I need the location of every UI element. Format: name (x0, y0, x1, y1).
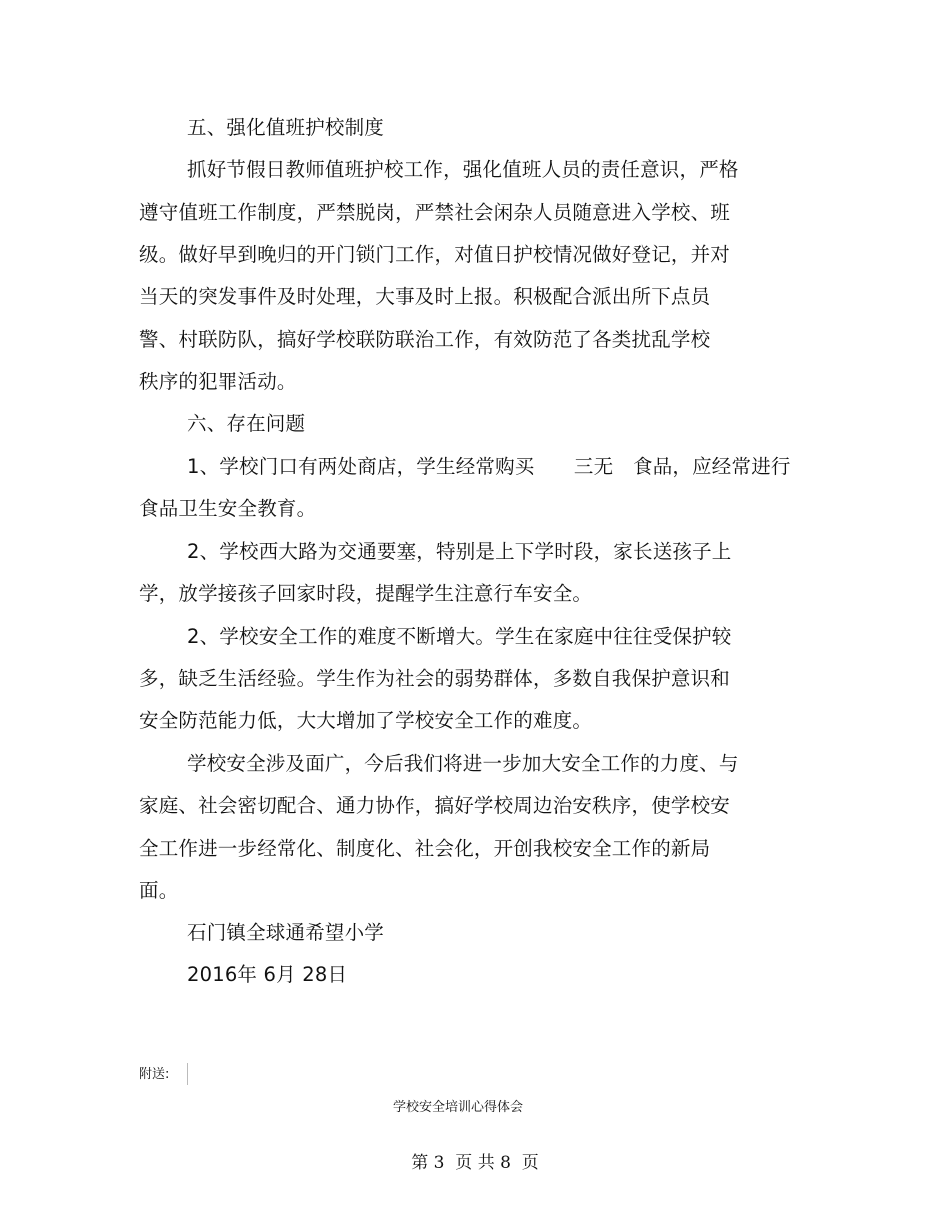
paragraph-line: 全工作进一步经常化、制度化、社会化，开创我校安全工作的新局 (139, 837, 711, 860)
section-heading: 五、强化值班护校制度 (187, 116, 385, 139)
paragraph-line: 抓好节假日教师值班护校工作，强化值班人员的责任意识，严格 (187, 158, 739, 181)
paragraph-line: 1、学校门口有两处商店，学生经常购买 三无 食品，应经常进行 (187, 455, 791, 478)
attachment-label: 附送: (139, 1067, 170, 1082)
paragraph-line: 遵守值班工作制度，严禁脱岗，严禁社会闲杂人员随意进入学校、班 (139, 201, 731, 224)
paragraph-line: 学校安全涉及面广，今后我们将进一步加大安全工作的力度、与 (187, 752, 739, 775)
paragraph-line: 安全防范能力低，大大增加了学校安全工作的难度。 (139, 709, 593, 732)
paragraph-line: 学，放学接孩子回家时段，提醒学生注意行车安全。 (139, 582, 593, 605)
paragraph-line: 2、学校西大路为交通要塞，特别是上下学时段，家长送孩子上 (187, 540, 732, 563)
divider (187, 1063, 188, 1085)
paragraph-line: 面。 (139, 879, 179, 902)
paragraph-line: 级。做好早到晚归的开门锁门工作，对值日护校情况做好登记，并对 (139, 243, 731, 266)
paragraph-line: 家庭、社会密切配合、通力协作，搞好学校周边治安秩序，使学校安 (139, 794, 731, 817)
paragraph-line: 多，缺乏生活经验。学生作为社会的弱势群体，多数自我保护意识和 (139, 667, 731, 690)
page-footer: 第 3 页 共 8 页 (411, 1153, 539, 1173)
signature-school: 石门镇全球通希望小学 (187, 921, 385, 944)
attachment-title: 学校安全培训心得体会 (393, 1100, 524, 1115)
signature-date: 2016年 6月 28日 (187, 963, 348, 986)
paragraph-line: 警、村联防队，搞好学校联防联治工作，有效防范了各类扰乱学校 (139, 328, 711, 351)
paragraph-line: 当天的突发事件及时处理，大事及时上报。积极配合派出所下点员 (139, 285, 711, 308)
paragraph-line: 2、学校安全工作的难度不断增大。学生在家庭中往往受保护较 (187, 625, 732, 648)
paragraph-line: 食品卫生安全教育。 (139, 497, 317, 520)
paragraph-line: 秩序的犯罪活动。 (139, 370, 297, 393)
section-heading: 六、存在问题 (187, 412, 306, 435)
